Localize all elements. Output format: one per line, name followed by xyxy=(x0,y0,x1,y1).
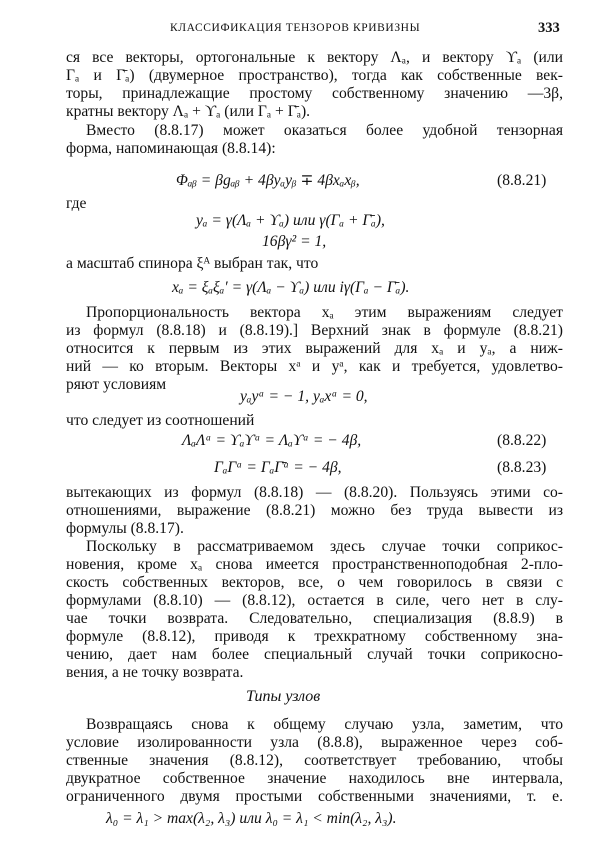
text-line: отношениями, выражение (8.8.21) можно без труда вывести из xyxy=(66,502,563,519)
section-title: Типы узлов xyxy=(246,688,321,705)
text-line: из формул (8.8.18) и (8.8.19).] Верхний знак в формуле (8.8.21) xyxy=(66,322,563,339)
text-line: Поскольку в рассматриваемом здесь случае точки соприкос- xyxy=(86,538,563,555)
text-line: скость собственных векторов, все, о чем говорилось в связи с xyxy=(66,574,563,591)
text-line: условие изолированности узла (8.8.8), выраженное через соб- xyxy=(66,734,563,751)
equation-number: (8.8.21) xyxy=(497,172,547,189)
equation-number: (8.8.23) xyxy=(497,459,547,476)
text-line: что следует из соотношений xyxy=(66,412,255,429)
text-line: Возвращаясь снова к общему случаю узла, заметим, что xyxy=(86,716,563,733)
equation-number: (8.8.22) xyxy=(497,432,547,449)
text-line: формулами (8.8.10) — (8.8.12), остается в силе, чего нет в слу- xyxy=(66,592,563,609)
text-line: двукратное собственное значение находилось вне интервала, xyxy=(66,770,563,787)
text-line: ряют условиям xyxy=(66,376,167,393)
text-line: вытекающих из формул (8.8.18) — (8.8.20). Пользуясь этими со- xyxy=(66,484,563,501)
text-line: ся все векторы, ортогональные к вектору Λₐ, и вектору ϒₐ (или xyxy=(66,49,563,66)
equation-8-8-21: Φₐᵦ = βgₐᵦ + 4βyₐyᵦ ∓ 4βxₐxᵦ, xyxy=(176,172,360,189)
text-line: торы, принадлежащие простому собственному значению —3β, xyxy=(66,85,563,102)
equation-gamma-condition: 16βγ² = 1, xyxy=(262,233,327,250)
equation-conditions: yₐyᵃ = − 1, yₐxᵃ = 0, xyxy=(240,388,368,405)
equation-final-condition: λ₀ = λ₁ > max(λ₂, λ₃) или λ₀ = λ₁ < min(λ₂, λ₃). xyxy=(106,810,397,827)
text-line: ограниченного двумя простыми собственными значениями, т. е. xyxy=(66,788,563,805)
text-line: формулы (8.8.17). xyxy=(66,520,184,537)
text-line: относится к первым из этих выражений для xₐ и yₐ, а ниж- xyxy=(66,340,563,357)
running-header: КЛАССИФИКАЦИЯ ТЕНЗОРОВ КРИВИЗНЫ xyxy=(170,22,421,34)
text-line: ний — ко вторым. Векторы xᵃ и yᵃ, как и требуется, удовлетво- xyxy=(66,358,563,375)
text-line: новения, кроме xₐ снова имеется пространственноподобная 2-пло- xyxy=(66,556,563,573)
text-line: Γₐ и Γ̄ₐ) (двумерное пространство), тогда как собственные век- xyxy=(66,67,563,84)
equation-8-8-22: ΛₐΛᵃ = ϒₐϒᵃ = Λₐϒᵃ = − 4β, xyxy=(182,432,362,449)
text-line: форма, напоминающая (8.8.14): xyxy=(66,140,276,157)
text-line: формуле (8.8.12), приводя к трехкратному собственному зна- xyxy=(66,628,563,645)
text-line: а масштаб спинора ξᴬ выбран так, что xyxy=(66,255,319,272)
text-line: где xyxy=(66,195,87,212)
text-line: ственные значения (8.8.12), соответствует требованию, чтобы xyxy=(66,752,563,769)
text-line: вения, а не точку возврата. xyxy=(66,664,244,681)
text-line: Вместо (8.8.17) может оказаться более удобной тензорная xyxy=(86,122,563,139)
page-number: 333 xyxy=(538,20,560,36)
equation-y-definition: yₐ = γ(Λₐ + ϒₐ) или γ(Γₐ + Γ̄ₐ), xyxy=(196,212,385,229)
text-line: Пропорциональность вектора xₐ этим выражениям следует xyxy=(86,304,563,321)
equation-x-definition: xₐ = ξₐξₐ′ = γ(Λₐ − ϒₐ) или iγ(Γₐ − Γ̄ₐ). xyxy=(172,279,410,296)
equation-8-8-23: ΓₐΓᵃ = ΓₐΓ̄ᵃ = − 4β, xyxy=(214,459,342,476)
text-line: чае точки возврата. Следовательно, специализация (8.8.9) в xyxy=(66,610,563,627)
text-line: чению, дает нам более специальный случай точки соприкосно- xyxy=(66,646,563,663)
text-line: кратны вектору Λₐ + ϒₐ (или Γₐ + Γ̄ₐ). xyxy=(66,103,311,120)
